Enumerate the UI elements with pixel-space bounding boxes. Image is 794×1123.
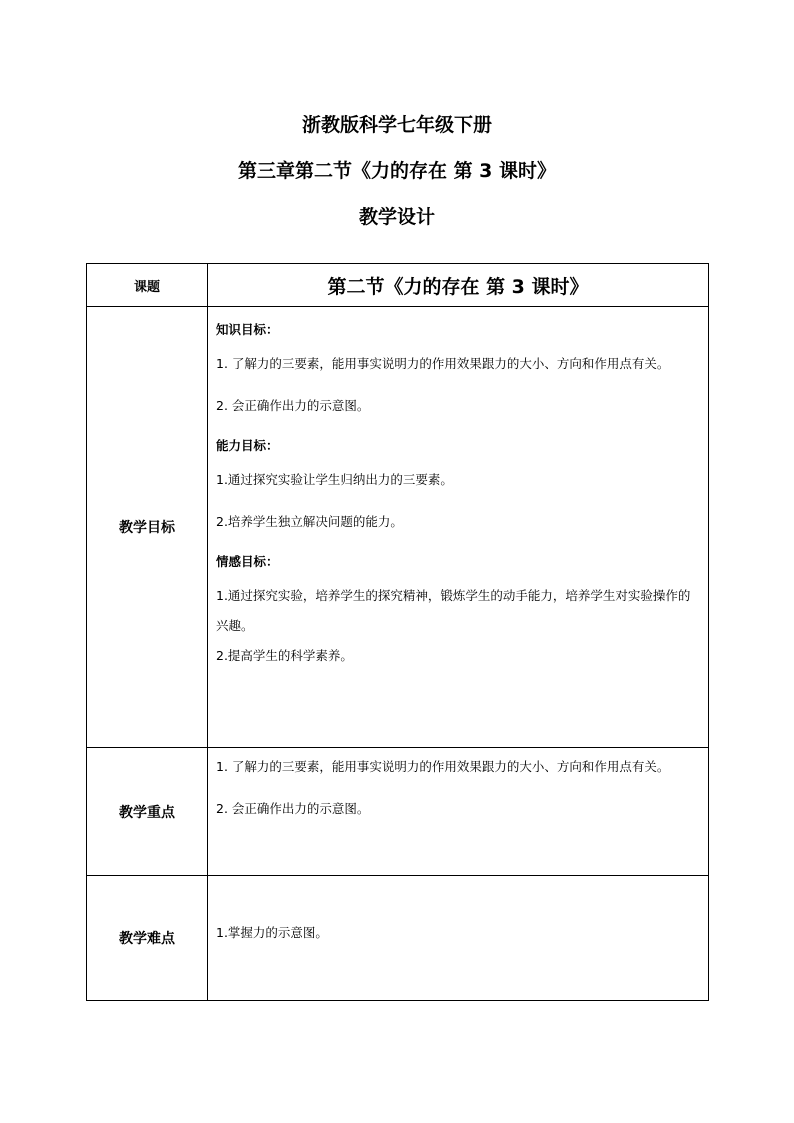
ability-item: 1.通过探究实验让学生归纳出力的三要素。 — [216, 472, 453, 487]
emotion-heading: 情感目标： — [216, 554, 279, 569]
difficulties-label: 教学难点 — [87, 876, 208, 1001]
difficulty-item: 1.掌握力的示意图。 — [216, 925, 328, 940]
emotion-item: 2.提高学生的科学素养。 — [216, 648, 353, 663]
objectives-label: 教学目标 — [87, 307, 208, 748]
objectives-cell — [208, 307, 709, 748]
ability-item: 2.培养学生独立解决问题的能力。 — [216, 514, 403, 529]
chapter-title: 第三章第二节《力的存在 第 3 课时》 — [237, 160, 557, 182]
topic-value: 第二节《力的存在 第 3 课时》 — [208, 264, 709, 307]
textbook-title: 浙教版科学七年级下册 — [301, 114, 492, 136]
objectives-row — [87, 307, 709, 748]
key-point-item: 1. 了解力的三要素，能用事实说明力的作用效果跟力的大小、方向和作用点有关。 — [216, 759, 670, 774]
knowledge-item: 2. 会正确作出力的示意图。 — [216, 398, 370, 413]
difficulties-row — [87, 876, 709, 1001]
topic-row — [87, 264, 709, 307]
knowledge-heading: 知识目标： — [216, 322, 279, 337]
document-type-title: 教学设计 — [358, 206, 435, 228]
key-points-cell — [208, 748, 709, 876]
difficulties-cell — [208, 876, 709, 1001]
lesson-plan-table — [86, 263, 709, 1001]
knowledge-item: 1. 了解力的三要素，能用事实说明力的作用效果跟力的大小、方向和作用点有关。 — [216, 356, 670, 371]
ability-heading: 能力目标： — [216, 438, 279, 453]
document-header — [0, 102, 794, 240]
key-points-label: 教学重点 — [87, 748, 208, 876]
topic-label: 课题 — [87, 264, 208, 307]
emotion-item: 1.通过探究实验，培养学生的探究精神，锻炼学生的动手能力，培养学生对实验操作的兴趣。 — [216, 588, 691, 633]
key-points-row — [87, 748, 709, 876]
key-point-item: 2. 会正确作出力的示意图。 — [216, 801, 370, 816]
